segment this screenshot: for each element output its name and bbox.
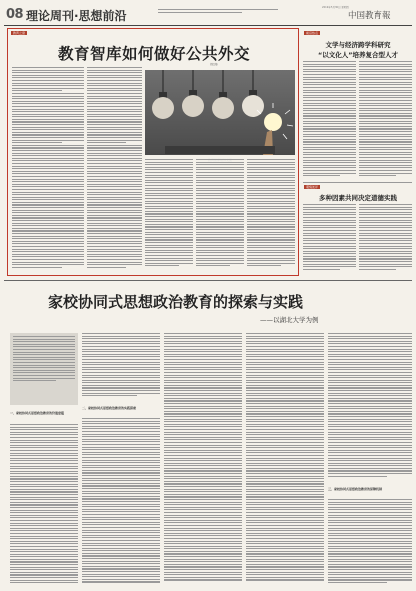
bottom-body-col3: [164, 333, 242, 586]
story-separator: [4, 280, 412, 281]
right-col-body4: [359, 204, 412, 276]
bottom-body-col5b: [328, 499, 412, 586]
masthead-rule: [4, 25, 412, 26]
masthead: [0, 0, 416, 26]
bottom-story-subheadline: ——以湖北大学为例: [260, 316, 319, 324]
page-number: 08: [6, 7, 24, 22]
abstract-box: [10, 333, 78, 405]
date-line: 2019年5月30日 星期四: [322, 6, 349, 9]
bottom-body-col5a: [328, 333, 412, 483]
top-story-body-col5: [247, 159, 295, 272]
photo-caption: [165, 146, 275, 154]
right-col-body2: [359, 61, 412, 179]
top-story-body-col1: [12, 67, 84, 272]
section3-heading: 三、家校协同式思想政治教育的保障机制: [328, 487, 383, 491]
right-col-body3: [303, 204, 356, 276]
right-col-headline-line2: “以文化人”培养复合型人才: [317, 51, 399, 59]
bottom-body-col1: [10, 424, 78, 586]
top-story-photo: [145, 70, 295, 155]
paper-logo: 中国教育報: [348, 11, 391, 21]
section2-heading: 二、家校协同式思想政治教育的实践探索: [82, 406, 137, 410]
right-col-tag: 前沿热点: [306, 31, 319, 35]
top-story-body-col4: [196, 159, 244, 272]
right-col-subhead: 多种因素共同决定道德实践: [319, 194, 397, 202]
top-story-body-col2: [87, 67, 142, 272]
bottom-body-col4: [246, 333, 324, 586]
top-story-tag: 教育之窗: [13, 31, 26, 35]
bottom-body-col2b: [82, 418, 160, 586]
right-col-headline: [303, 40, 413, 59]
right-col-body1: [303, 61, 356, 179]
bottom-story-headline: 家校协同式思想政治教育的探索与实践: [48, 293, 304, 311]
top-story-body-col3: [145, 159, 193, 272]
right-col-headline-line1: 文学与经济跨学科研究: [325, 41, 391, 49]
light-bulbs-illustration: [145, 70, 295, 155]
section-title: 理论周刊·思想前沿: [26, 9, 127, 23]
top-story-byline: 胡红梅: [210, 63, 218, 66]
section1-heading: 一、家校协同式思想政治教育的价值意蕴: [10, 411, 65, 415]
top-story-headline: 教育智库如何做好公共外交: [57, 45, 250, 63]
bottom-body-col2: [82, 333, 160, 403]
right-col-tag2: 观察述评: [306, 185, 319, 189]
editor-info: [158, 9, 278, 15]
right-col-divider: [303, 182, 412, 183]
